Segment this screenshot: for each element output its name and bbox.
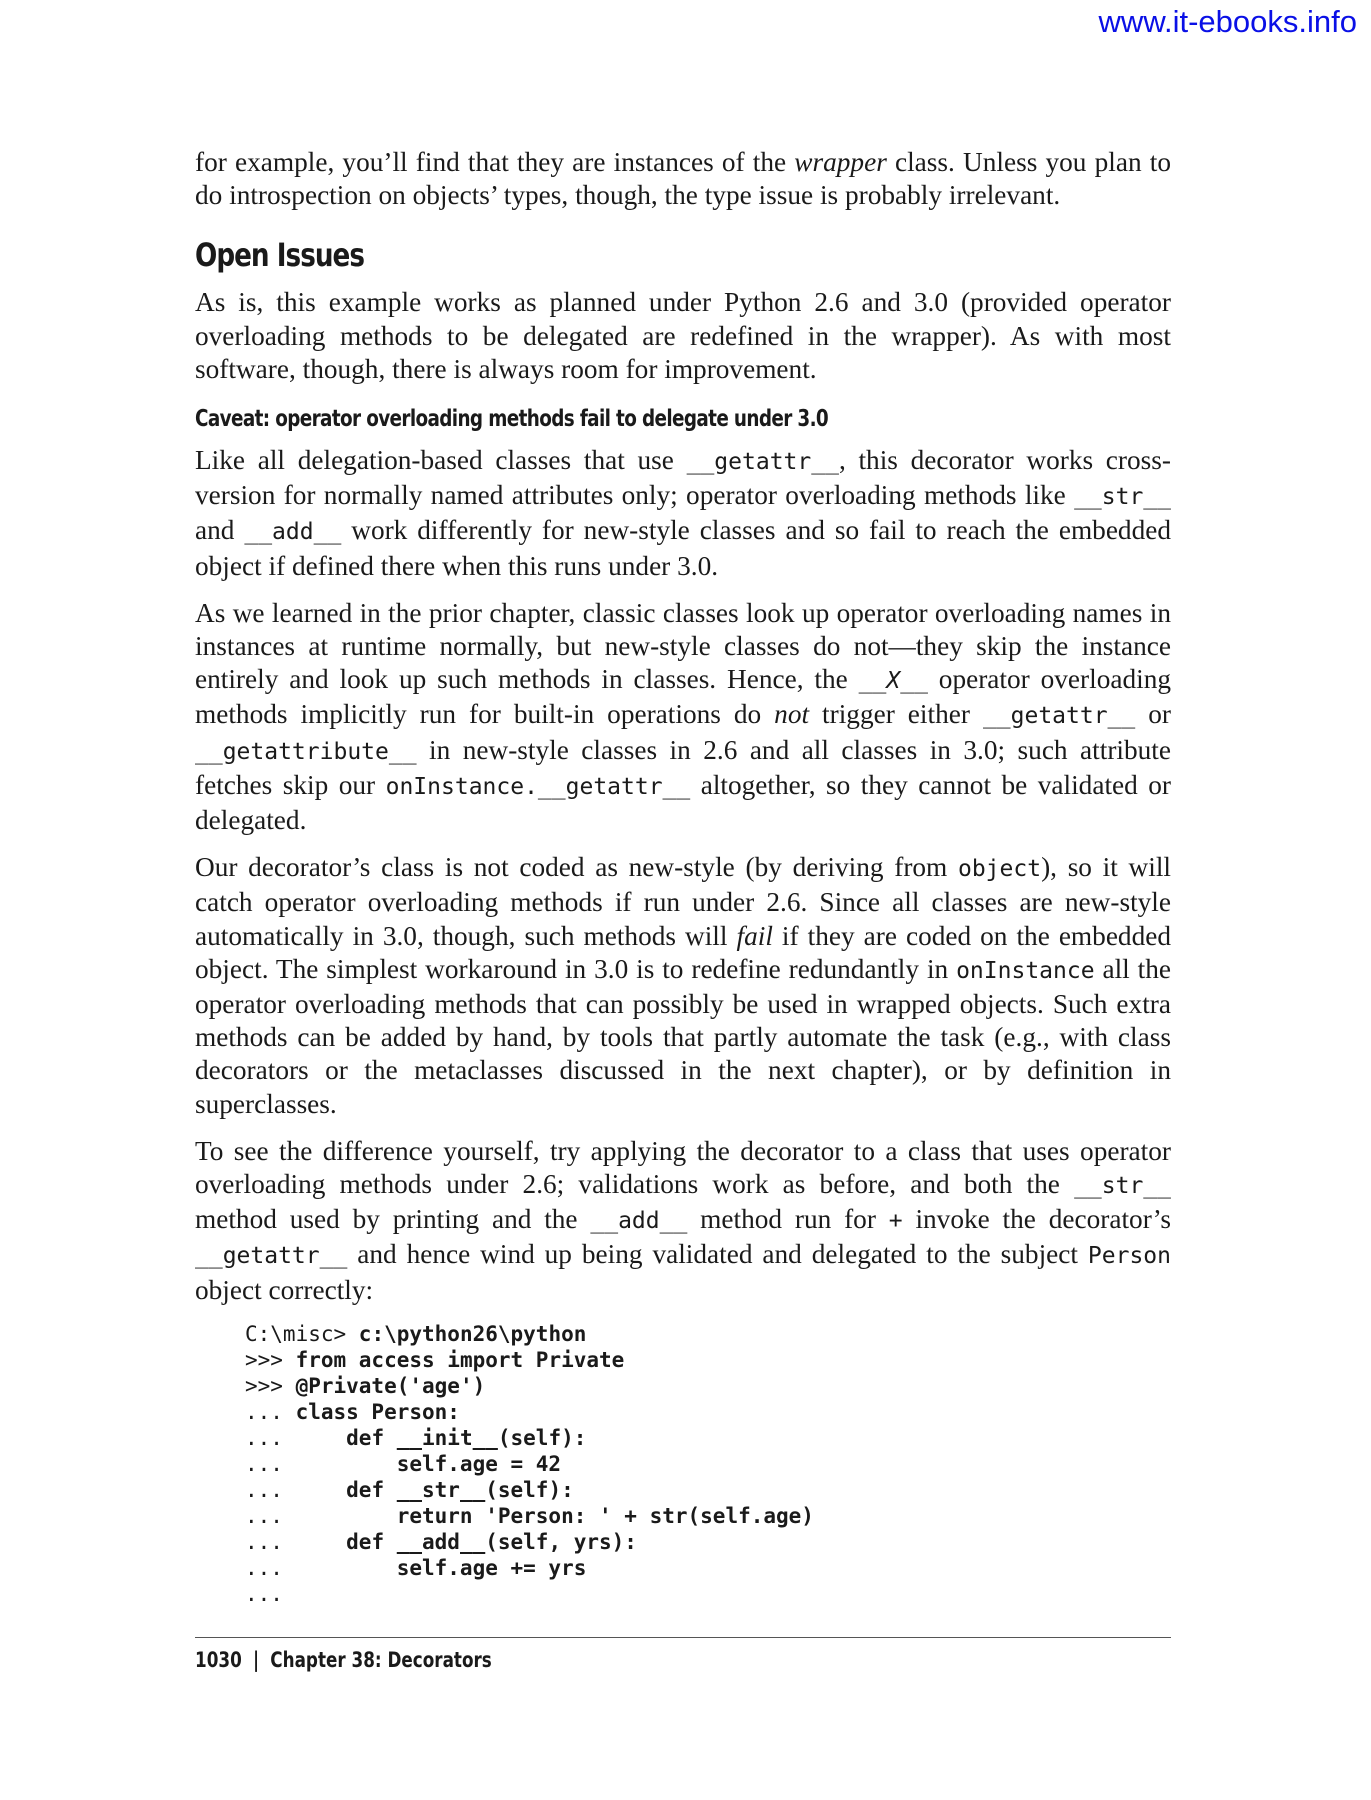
page-number: 1030 [195, 1648, 242, 1672]
inline-code: __ [858, 668, 887, 695]
code-listing [245, 1321, 1171, 1607]
code-line: >>> from access import Private [245, 1347, 625, 1372]
caveat-paragraph: Like all delegation-based classes that use __getattr__, this decorator works cross-version for normally named attributes only; operator overloading methods like __str__ and __add__ work differently for new-style classes and so fail to reach the embedded object if defined there when this runs under 3.0. [195, 445, 1171, 581]
inline-code: + [888, 1208, 903, 1235]
open-issues-paragraph: As is, this example works as planned under Python 2.6 and 3.0 (provided operator overloading methods to be delegated are redefined in the wrapper). As with most software, though, there is always room for improvement. [195, 287, 1171, 384]
chapter-title: Chapter 38: Decorators [270, 1648, 492, 1672]
site-link[interactable]: www.it-ebooks.info [1098, 4, 1357, 39]
inline-code: object [957, 856, 1042, 883]
section-title: Open Issues [195, 236, 364, 275]
code-line: ... return 'Person: ' + str(self.age) [245, 1503, 814, 1528]
intro-paragraph: for example, you’ll find that they are instances of the wrapper class. Unless you plan to do introspection on objects’ types, though, the type issue is probably irrelevant. [195, 147, 1171, 211]
inline-code: __add__ [590, 1208, 688, 1235]
inline-code: __str__ [1074, 1173, 1171, 1200]
decorator-paragraph: Our decorator’s class is not coded as new-style (by deriving from object), so it will catch operator overloading methods if run under 2.6. Since all classes are new-style automatically in 3.0, though, such methods will fail if they are coded on the embedded object. The simplest workaround in 3.0 is to redefine redundantly in onInstance all the operator overloading methods that can possibly be used in wrapped objects. Such extra methods can be added by hand, by tools that partly automate the task (e.g., with class decorators or the metaclasses discussed in the next chapter), or by definition in superclasses. [195, 852, 1171, 1119]
code-line: ... self.age = 42 [245, 1451, 562, 1476]
inline-code: __getattribute__ [195, 738, 417, 765]
learned-paragraph: As we learned in the prior chapter, classic classes look up operator overloading names in instances at runtime normally, but new-style classes do not—they skip the instance entirely and look up such methods in classes. Hence, the __X__ operator overloading methods implicitly run for built-in operations do not trigger either __getattr__ or __getattribute__ in new-style classes in 2.6 and all classes in 3.0; such attribute fetches skip our onInstance.__getattr__ altogether, so they cannot be validated or delegated. [195, 597, 1171, 836]
inline-code: onInstance.__getattr__ [385, 773, 691, 800]
inline-code: __getattr__ [982, 703, 1136, 730]
inline-code: __add__ [244, 519, 342, 546]
inline-code: __ [900, 668, 928, 695]
code-line: ... self.age += yrs [245, 1555, 587, 1580]
code-line: ... [245, 1581, 283, 1606]
page-content [195, 146, 1171, 1607]
inline-code: onInstance [956, 957, 1095, 984]
inline-code: X [886, 668, 901, 695]
code-line: ... class Person: [245, 1399, 460, 1424]
inline-code: __getattr__ [686, 449, 839, 476]
code-line: C:\misc> c:\python26\python [245, 1321, 587, 1346]
footer-separator: | [252, 1648, 260, 1672]
code-line: ... def __init__(self): [245, 1425, 587, 1450]
code-line: ... def __str__(self): [245, 1477, 574, 1502]
code-line: >>> @Private('age') [245, 1373, 486, 1398]
inline-code: Person [1087, 1243, 1171, 1270]
inline-code: __getattr__ [195, 1243, 348, 1270]
inline-code: __str__ [1074, 484, 1171, 511]
subsection-title: Caveat: operator overloading methods fail to delegate under 3.0 [195, 406, 829, 433]
see-difference-paragraph: To see the difference yourself, try applying the decorator to a class that uses operator overloading methods under 2.6; validations work as before, and both the __str__ method used by printing and the __add__ method run for + invoke the decorator’s __getattr__ and hence wind up being validated and delegated to the subject Person object correctly: [195, 1135, 1172, 1305]
footer-divider [195, 1637, 1171, 1638]
code-line: ... def __add__(self, yrs): [245, 1529, 637, 1554]
page-footer [195, 1648, 492, 1672]
